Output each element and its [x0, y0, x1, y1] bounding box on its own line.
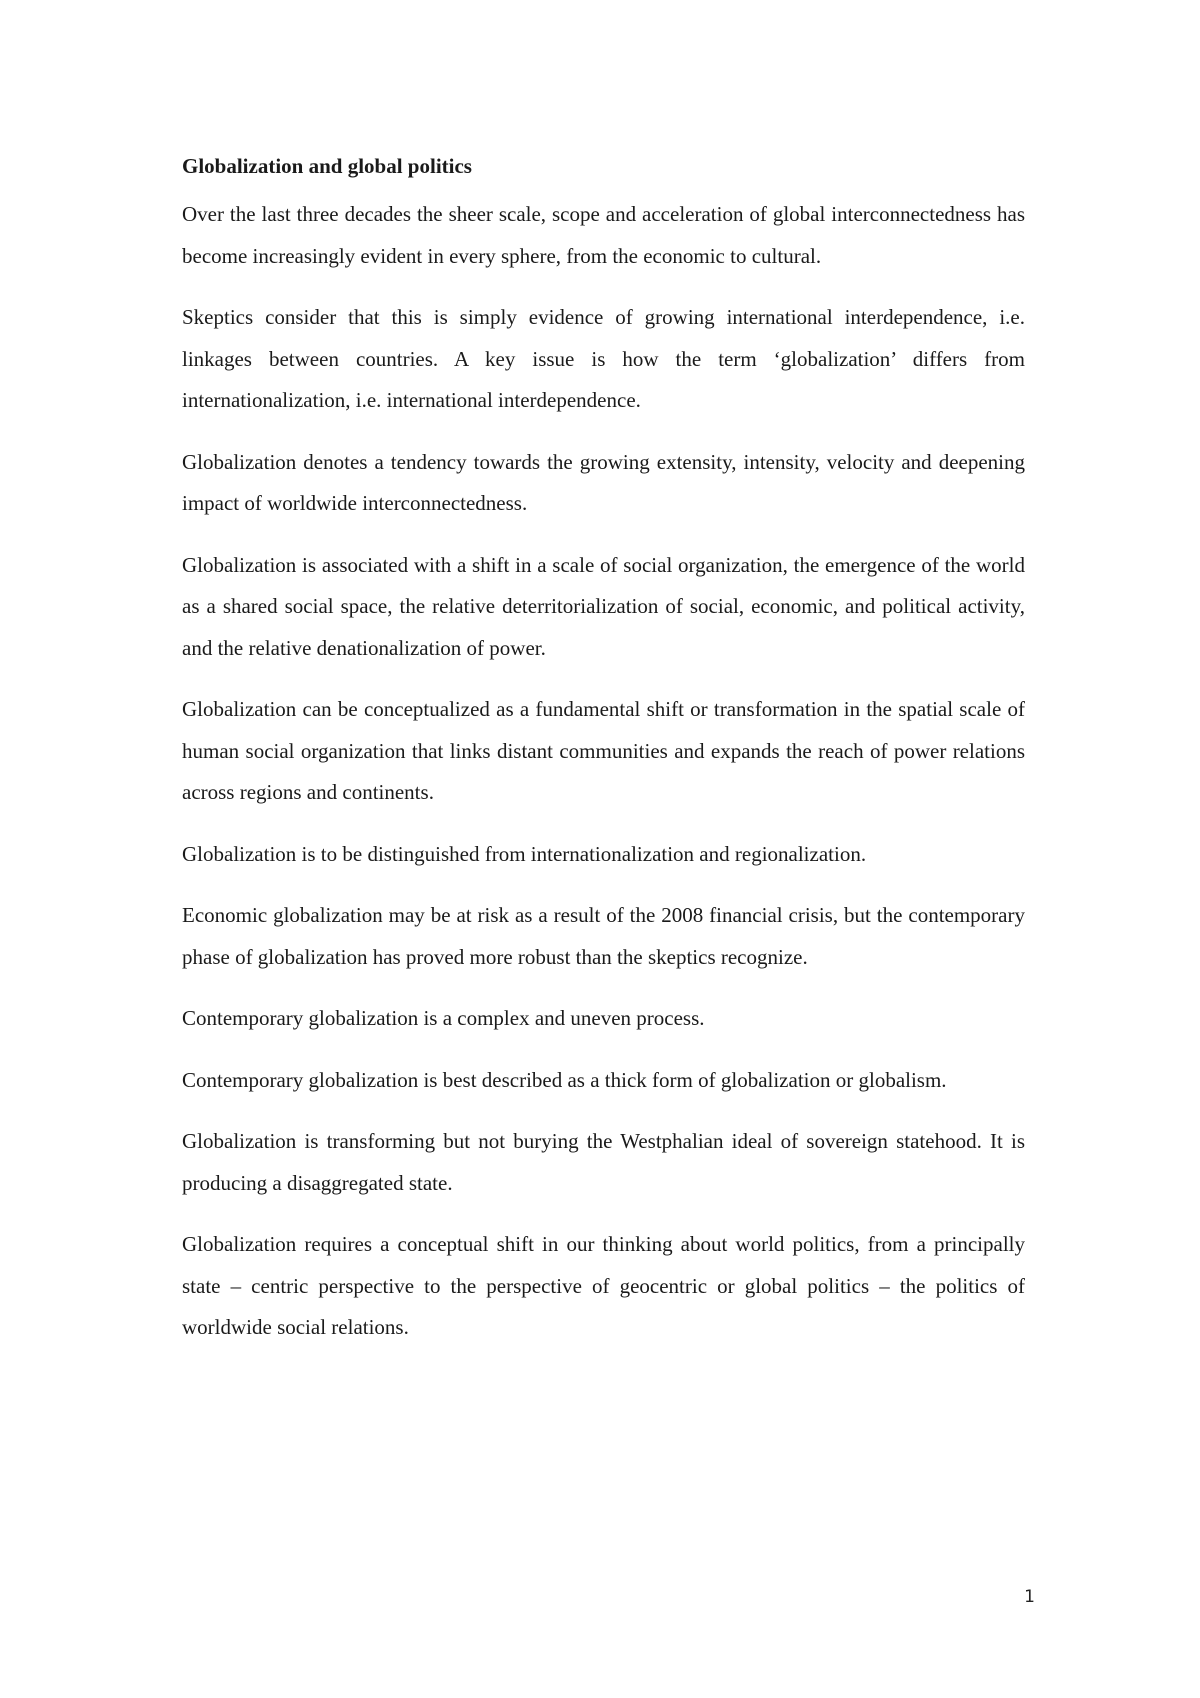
paragraph: Globalization requires a conceptual shift in our thinking about world politics, from a principally state – centric perspective to the perspective of geocentric or global politics – the politics of worldwide social relations.	[182, 1232, 1025, 1339]
paragraph: Globalization is to be distinguished from internationalization and regionalization.	[182, 841, 867, 866]
paragraph: Globalization is associated with a shift in a scale of social organization, the emergence of the world as a shared social space, the relative deterritorialization of social, economic, and political activity, and the relative denationalization of power.	[182, 552, 1025, 660]
paragraph: Contemporary globalization is a complex and uneven process.	[182, 1006, 705, 1030]
page-number: 1	[1024, 1587, 1035, 1607]
paragraph: Globalization can be conceptualized as a fundamental shift or transformation in the spatial scale of human social organization that links distant communities and expands the reach of power relations across regions and continents.	[182, 697, 1025, 804]
paragraph: Globalization denotes a tendency towards the growing extensity, intensity, velocity and deepening impact of worldwide interconnectedness.	[182, 449, 1025, 515]
page-content	[182, 150, 1025, 1349]
paragraph: Skeptics consider that this is simply evidence of growing international interdependence, i.e. linkages between countries. A key issue is how the term ‘globalization’ differs from internationalization, i.e. international interdependence.	[182, 305, 1025, 412]
paragraph: Economic globalization may be at risk as a result of the 2008 financial crisis, but the contemporary phase of globalization has proved more robust than the skeptics recognize.	[182, 903, 1025, 969]
paragraph: Globalization is transforming but not burying the Westphalian ideal of sovereign statehood. It is producing a disaggregated state.	[182, 1129, 1025, 1195]
paragraph: Contemporary globalization is best described as a thick form of globalization or globalism.	[182, 1067, 947, 1092]
paragraph: Over the last three decades the sheer scale, scope and acceleration of global interconnectedness has become increasingly evident in every sphere, from the economic to cultural.	[182, 202, 1025, 268]
document-title: Globalization and global politics	[182, 154, 472, 178]
